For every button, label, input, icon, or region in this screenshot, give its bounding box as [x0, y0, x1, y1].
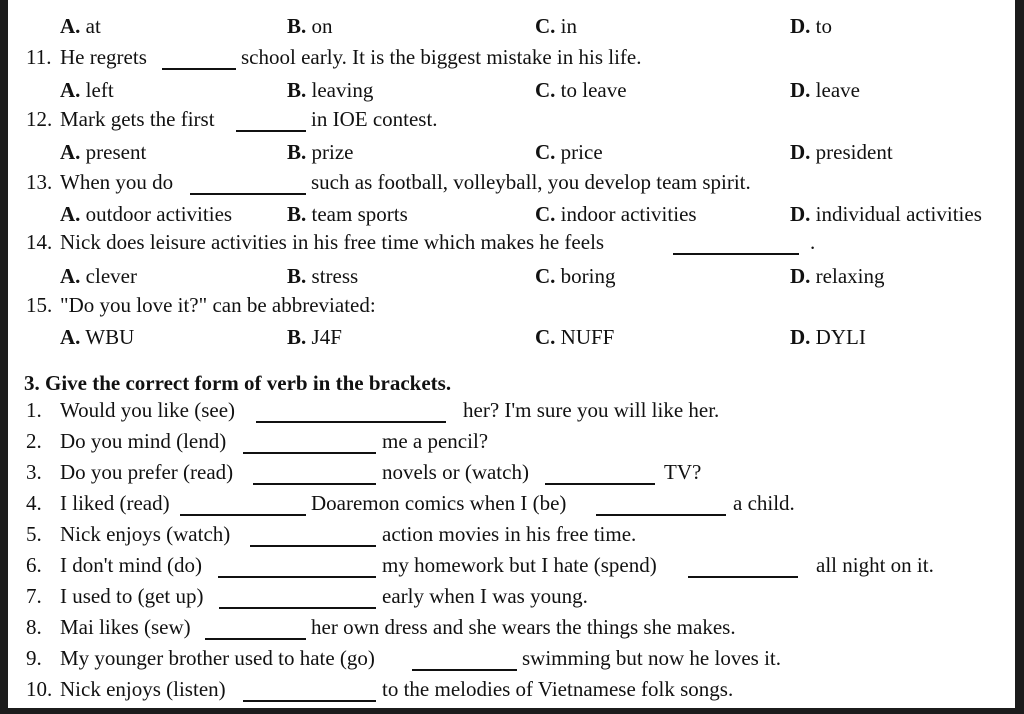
answer-blank[interactable] [243, 700, 376, 702]
answer-blank[interactable] [243, 452, 376, 454]
answer-blank[interactable] [190, 193, 306, 195]
item-number: 8. [26, 615, 42, 639]
item-text-2: novels or (watch) [382, 460, 529, 484]
question-text: "Do you love it?" can be abbreviated: [60, 293, 376, 317]
option-a: A. clever [60, 264, 137, 288]
item-text-1: Do you mind (lend) [60, 429, 227, 453]
question-text-before: Nick does leisure activities in his free time which makes he feels [60, 230, 605, 254]
question-text-after: such as football, volleyball, you develop team spirit. [311, 170, 751, 194]
item-number: 7. [26, 584, 42, 608]
question-number: 13. [26, 170, 53, 194]
question-number: 12. [26, 107, 53, 131]
answer-blank-2[interactable] [688, 576, 798, 578]
item-text-1: I don't mind (do) [60, 553, 203, 577]
answer-blank[interactable] [673, 253, 799, 255]
item-text-1: Mai likes (sew) [60, 615, 191, 639]
question-number: 11. [26, 45, 52, 69]
answer-blank[interactable] [162, 68, 236, 70]
item-text-3: TV? [664, 460, 702, 484]
question-text-after: . [810, 230, 816, 254]
item-text-2: her? I'm sure you will like her. [463, 398, 720, 422]
item-text-1: Nick enjoys (watch) [60, 522, 231, 546]
option-d: D. individual activities [790, 202, 982, 226]
question-text-after: school early. It is the biggest mistake in his life. [241, 45, 642, 69]
question-text-before: He regrets [60, 45, 147, 69]
option-d: D. relaxing [790, 264, 885, 288]
option-c: C. indoor activities [535, 202, 697, 226]
option-b: B. prize [287, 140, 354, 164]
option-a: A. present [60, 140, 147, 164]
option-d: D. president [790, 140, 893, 164]
item-text-1: Nick enjoys (listen) [60, 677, 226, 701]
option-c: C. to leave [535, 78, 627, 102]
item-text-2: her own dress and she wears the things she makes. [311, 615, 736, 639]
item-text-2: swimming but now he loves it. [522, 646, 781, 670]
option-c: C. price [535, 140, 603, 164]
option-a: A. WBU [60, 325, 135, 349]
item-text-2: me a pencil? [382, 429, 489, 453]
item-number: 10. [26, 677, 53, 701]
option-a: A. left [60, 78, 114, 102]
item-text-1: My younger brother used to hate (go) [60, 646, 375, 670]
answer-blank-2[interactable] [596, 514, 726, 516]
question-text-before: When you do [60, 170, 174, 194]
answer-blank[interactable] [180, 514, 306, 516]
item-number: 3. [26, 460, 42, 484]
right-frame-edge [1015, 0, 1024, 714]
item-number: 6. [26, 553, 42, 577]
option-d: D. DYLI [790, 325, 866, 349]
option-d: D. to [790, 14, 833, 38]
item-number: 2. [26, 429, 42, 453]
question-number: 15. [26, 293, 53, 317]
item-text-2: early when I was young. [382, 584, 588, 608]
option-b: B. on [287, 14, 333, 38]
answer-blank[interactable] [236, 130, 306, 132]
item-text-2: to the melodies of Vietnamese folk songs. [382, 677, 734, 701]
question-number: 14. [26, 230, 53, 254]
option-c: C. NUFF [535, 325, 615, 349]
answer-blank[interactable] [205, 638, 306, 640]
answer-blank[interactable] [256, 421, 446, 423]
answer-blank[interactable] [412, 669, 517, 671]
item-text-3: a child. [733, 491, 795, 515]
item-number: 4. [26, 491, 42, 515]
section-heading: 3. Give the correct form of verb in the brackets. [24, 371, 452, 395]
option-c: C. in [535, 14, 578, 38]
answer-blank[interactable] [253, 483, 376, 485]
option-b: B. stress [287, 264, 359, 288]
answer-blank[interactable] [219, 607, 376, 609]
item-text-2: Doaremon comics when I (be) [311, 491, 567, 515]
item-text-1: Do you prefer (read) [60, 460, 234, 484]
option-b: B. J4F [287, 325, 342, 349]
option-a: A. outdoor activities [60, 202, 233, 226]
item-text-1: I liked (read) [60, 491, 170, 515]
option-c: C. boring [535, 264, 616, 288]
option-d: D. leave [790, 78, 860, 102]
answer-blank[interactable] [250, 545, 376, 547]
item-text-1: Would you like (see) [60, 398, 236, 422]
question-text-before: Mark gets the first [60, 107, 215, 131]
option-b: B. leaving [287, 78, 374, 102]
option-a: A. at [60, 14, 101, 38]
item-number: 1. [26, 398, 42, 422]
item-number: 5. [26, 522, 42, 546]
left-frame-edge [0, 0, 8, 714]
answer-blank[interactable] [218, 576, 376, 578]
item-number: 9. [26, 646, 42, 670]
item-text-1: I used to (get up) [60, 584, 204, 608]
item-text-3: all night on it. [816, 553, 934, 577]
question-text-after: in IOE contest. [311, 107, 438, 131]
option-b: B. team sports [287, 202, 408, 226]
bottom-frame-edge [0, 708, 1024, 714]
item-text-2: my homework but I hate (spend) [382, 553, 657, 577]
item-text-2: action movies in his free time. [382, 522, 637, 546]
answer-blank-2[interactable] [545, 483, 655, 485]
